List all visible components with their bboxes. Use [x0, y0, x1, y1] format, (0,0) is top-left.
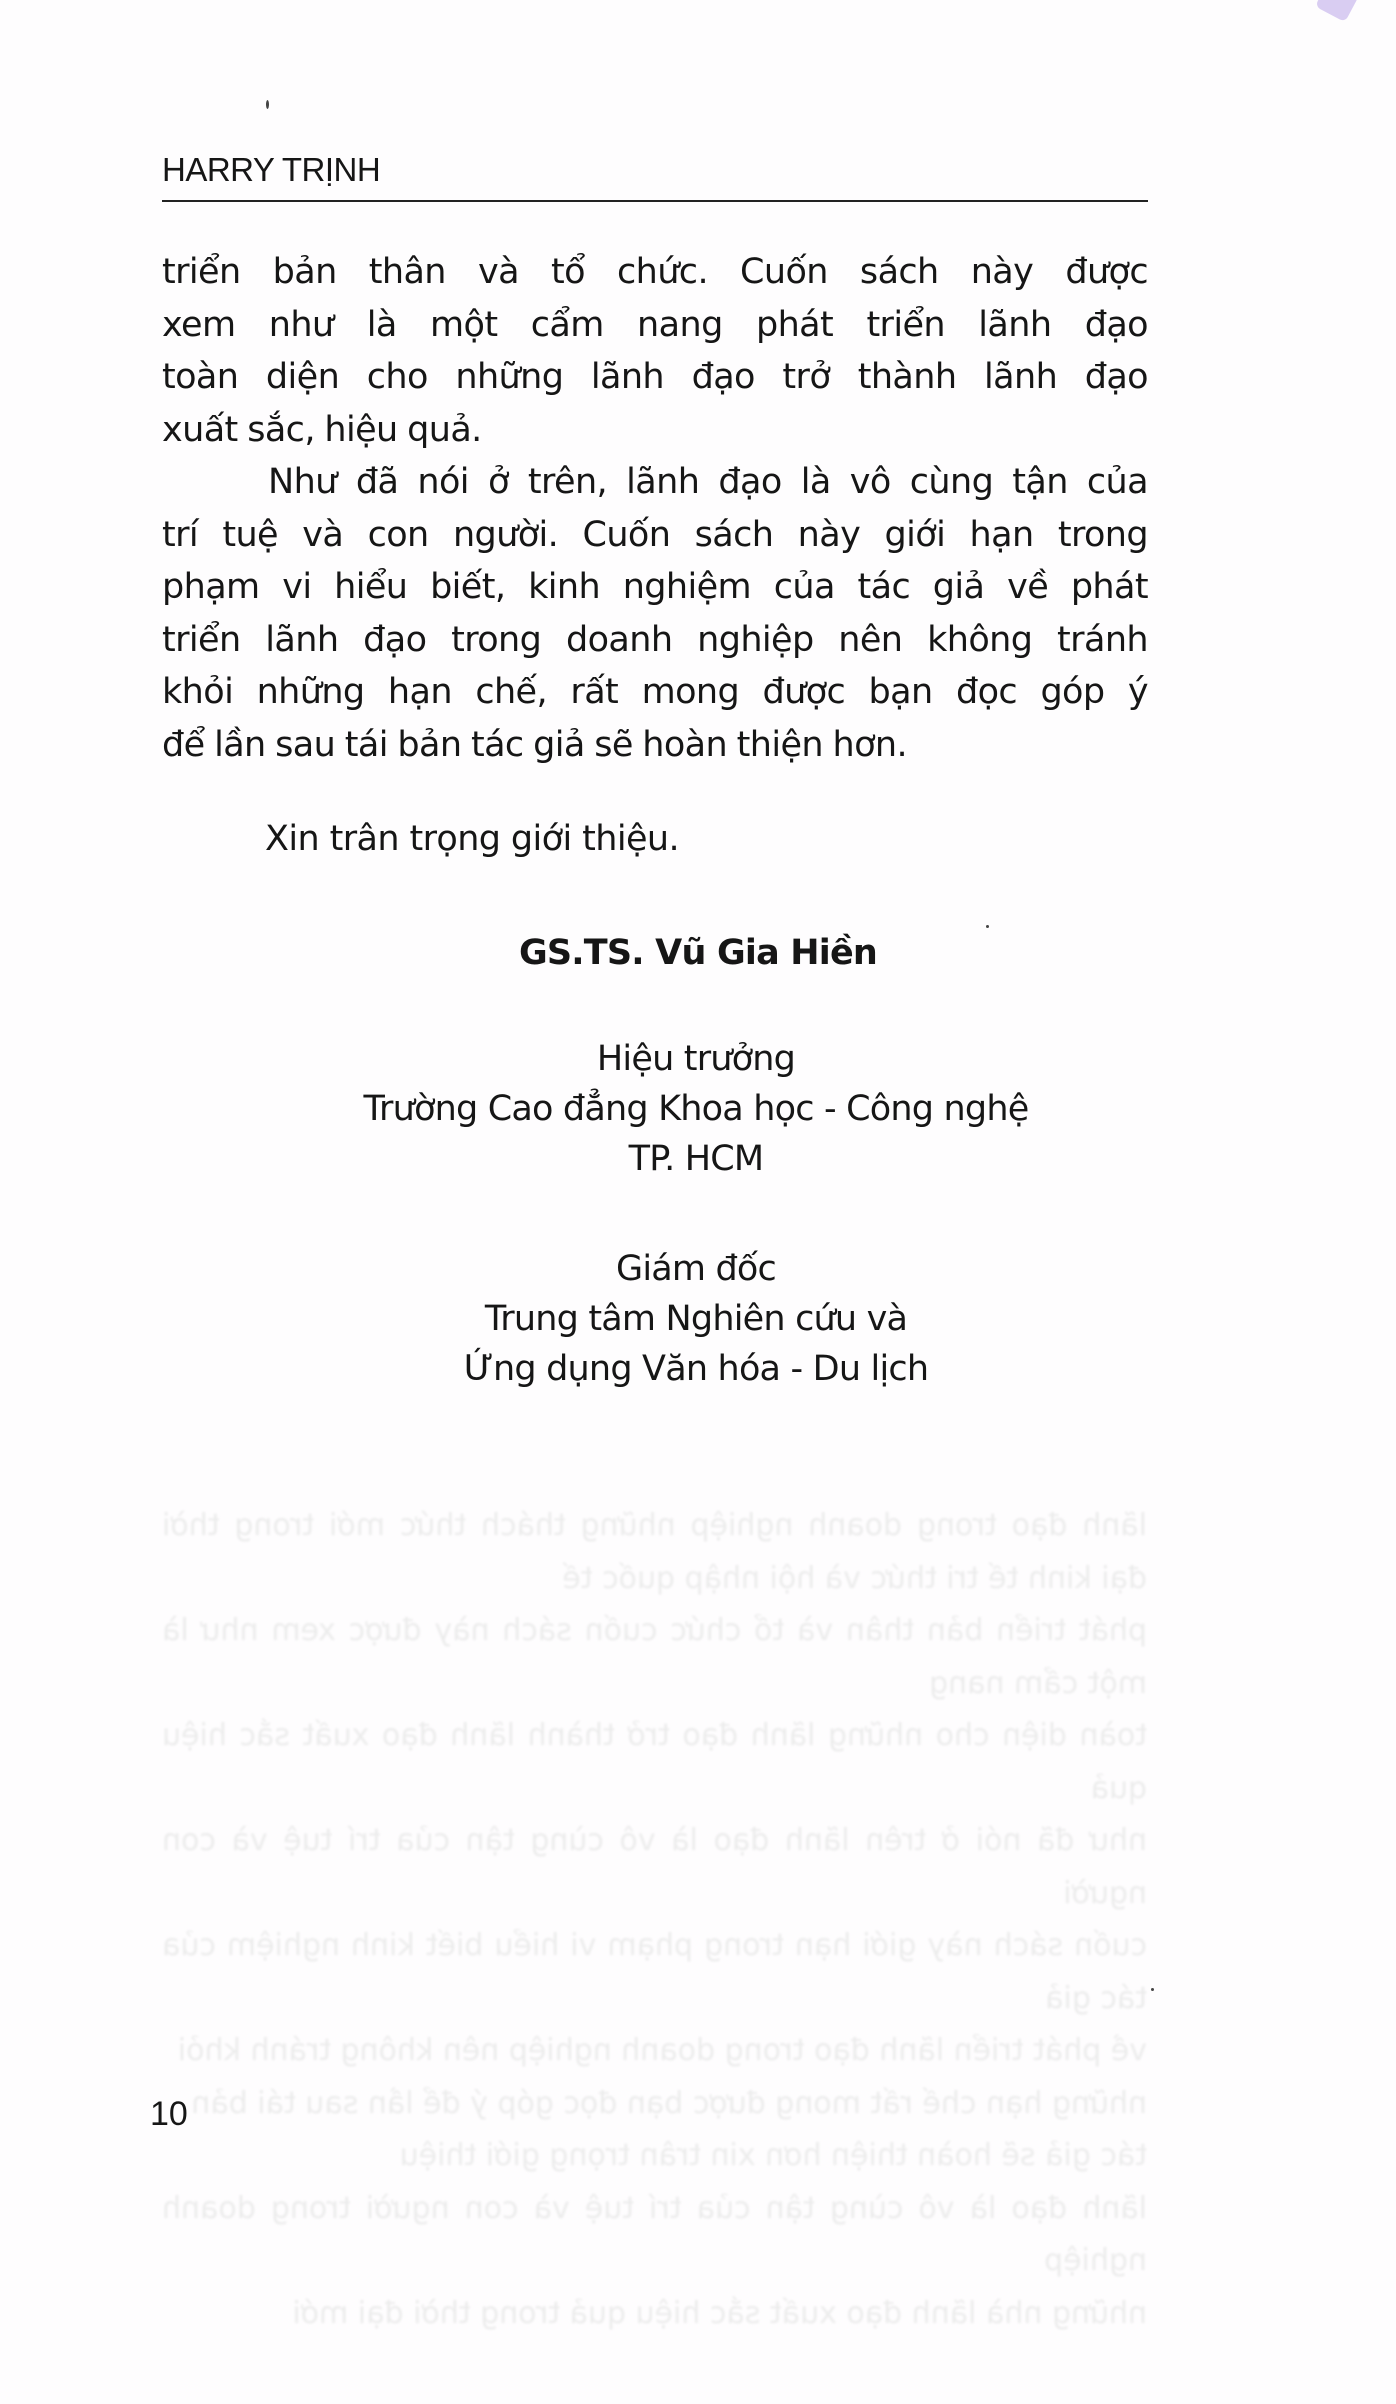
header-rule — [162, 200, 1148, 202]
text-line: để lần sau tái bản tác giả sẽ hoàn thiện hơn. — [162, 724, 908, 765]
organization-line: Trường Cao đẳng Khoa học - Công nghệ — [363, 1089, 1029, 1129]
role-title: Giám đốc — [616, 1249, 776, 1289]
signature-role-director — [0, 1244, 1392, 1394]
signature-name: GS.TS. Vũ Gia Hiền — [518, 933, 878, 973]
organization-line: Trung tâm Nghiên cứu và — [484, 1299, 908, 1339]
text-line: triển lãnh đạo trong doanh nghiệp nên không tránh — [162, 619, 1148, 660]
role-title: Hiệu trưởng — [596, 1039, 796, 1079]
text-line: phạm vi hiểu biết, kinh nghiệm của tác giả về phát — [162, 567, 1148, 607]
scan-speck — [266, 100, 269, 109]
body-text — [162, 246, 1148, 771]
running-header: HARRY TRỊNH — [162, 151, 381, 188]
signature-role-principal — [0, 1034, 1392, 1184]
text-line: xem như là một cẩm nang phát triển lãnh đạo — [162, 304, 1148, 345]
organization-line: Ứng dụng Văn hóa - Du lịch — [463, 1349, 929, 1389]
text-line: xuất sắc, hiệu quả. — [162, 409, 482, 450]
text-line: khỏi những hạn chế, rất mong được bạn đọc góp ý — [162, 672, 1148, 712]
organization-line: TP. HCM — [628, 1139, 764, 1179]
scan-speck — [1151, 1988, 1154, 1991]
text-line: trí tuệ và con người. Cuốn sách này giới hạn trong — [162, 514, 1148, 555]
text-line: Như đã nói ở trên, lãnh đạo là vô cùng tận của — [268, 462, 1148, 502]
text-line: toàn diện cho những lãnh đạo trở thành lãnh đạo — [162, 357, 1148, 397]
closing-line: Xin trân trọng giới thiệu. — [265, 819, 680, 859]
page-number: 10 — [150, 2095, 188, 2133]
paragraph — [162, 246, 1148, 456]
paragraph — [162, 456, 1148, 771]
bleed-through-text: lãnh đạo trong doanh nghiệp những thách thức mới trong thời đại kinh tế tri thức và hội nhập quốc tế phát triển bản thân và tổ chức cuốn sách này được xem như là một cẩm nang toàn diện cho những lãnh đạo trở thành lãnh đạo xuất sắc hiệu quả như đã nói ở trên lãnh đạo là vô cùng tận của trí tuệ và con người cuốn sách này giới hạn trong phạm vi hiểu biết kinh nghiệm của tác giả về phát triển lãnh đạo trong doanh nghiệp nên không tránh khỏi những hạn chế rất mong được bạn đọc góp ý để lần sau tái bản tác giả sẽ hoàn thiện hơn xin trân trọng giới thiệu lãnh đạo là vô cùng tận của trí tuệ và con người trong doanh nghiệp những nhà lãnh đạo xuất sắc hiệu quả trong thời đại mới — [162, 1508, 1147, 2331]
text-line: triển bản thân và tổ chức. Cuốn sách này được — [162, 252, 1148, 292]
page-corner-fold — [1315, 0, 1359, 22]
